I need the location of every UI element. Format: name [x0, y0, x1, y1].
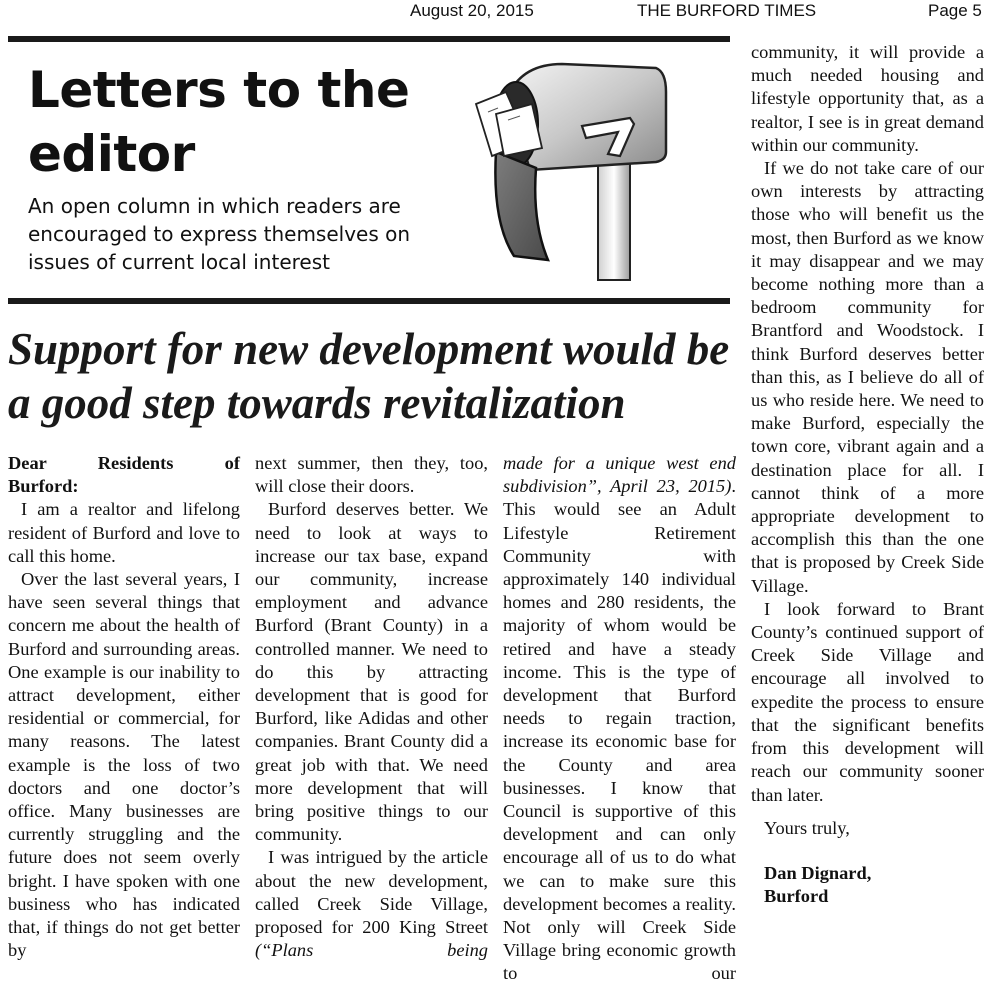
letter-paragraph: If we do not take care of our own interests by attracting those who will benefit us the most, then Burford as we know it may disappear and we may become nothing more than a bedroom community for Brantford and Woodstock. I think Burford deserves better than this, as I believe do all of us who reside here. We need to make Burford, especially the town core, vibrant again and a destination place for all. I cannot think of a more appropriate development to accomplish this than the one that is proposed by Creek Side Village.: [751, 158, 984, 596]
letter-column-3: [503, 452, 736, 986]
letter-paragraph: Over the last several years, I have seen several things that concern me about the health of Burford and surrounding areas. One example is our inability to attract development, either residential or commercial, for many reasons. The latest example is the loss of two doctors and one doctor’s office. Many businesses are currently struggling and the future does not seem overly bright. I have spoken with one business who has indicated that, if things do not get better by: [8, 569, 240, 961]
signature-town: Burford: [764, 886, 829, 907]
letter-paragraph: I look forward to Brant County’s continued support of Creek Side Village and encourage all involved to expedite the process to ensure that the significant benefits from this development will reach our community sooner than later.: [751, 598, 984, 805]
page-number: Page 5: [928, 1, 982, 20]
mailbox-icon: [470, 52, 670, 284]
section-top-rule: [8, 36, 730, 42]
letter-paragraph-continued: [503, 452, 736, 986]
letter-paragraph: Burford deserves better. We need to look at ways to increase our tax base, expand our community, increase employment and advance Burford (Brant County) in a controlled manner. We need to do this by attracting development that is good for Burford, like Adidas and other companies. Brant County did a great job with that. We need more development that will bring positive things to our community.: [255, 499, 488, 845]
letter-text: . This would see an Adult Lifestyle Retirement Community with approximately 140 individual homes and 280 residents, the majority of whom would be retired and have a steady income. This is the type of development that Burford needs to regain traction, increase its economic base for the County and area businesses. I know that Council is supportive of this development and can only encourage all of us to do what we can to make sure this development becomes a reality. Not only will Creek Side Village bring economic growth to our: [503, 476, 736, 984]
letter-column-4: [751, 41, 984, 908]
newspaper-name: THE BURFORD TIMES: [637, 1, 817, 20]
section-subtitle: An open column in which readers are encouraged to express themselves on issues of current local interest: [28, 194, 411, 274]
letter-paragraph-continued: community, it will provide a much needed housing and lifestyle opportunity that, as a realtor, I see is in great demand within our community.: [751, 42, 984, 155]
article-headline: Support for new development would be a good step towards revitalization: [8, 324, 730, 428]
article-citation: (“Plans being: [255, 940, 488, 961]
signature-name: Dan Dignard,: [764, 862, 872, 883]
section-bottom-rule: [8, 298, 730, 304]
section-title: Letters to the editor: [28, 61, 410, 183]
article-citation: made for a unique west end subdivision”, April 23, 2015): [503, 453, 736, 497]
letter-paragraph-continued: next summer, then they, too, will close their doors.: [255, 453, 488, 497]
letter-paragraph: I am a realtor and lifelong resident of Burford and love to call this home.: [8, 499, 240, 566]
issue-date: August 20, 2015: [410, 1, 534, 20]
letter-paragraph: [255, 846, 488, 962]
letter-text: I was intrigued by the article about the new development, called Creek Side Village, proposed for 200 King Street: [255, 847, 488, 938]
letter-closing: Yours truly,: [764, 817, 850, 838]
letter-column-2: [255, 452, 488, 962]
letter-salutation: Dear Residents of: [8, 453, 240, 473]
letter-column-1: [8, 452, 240, 962]
letter-salutation-place: Burford:: [8, 476, 79, 497]
